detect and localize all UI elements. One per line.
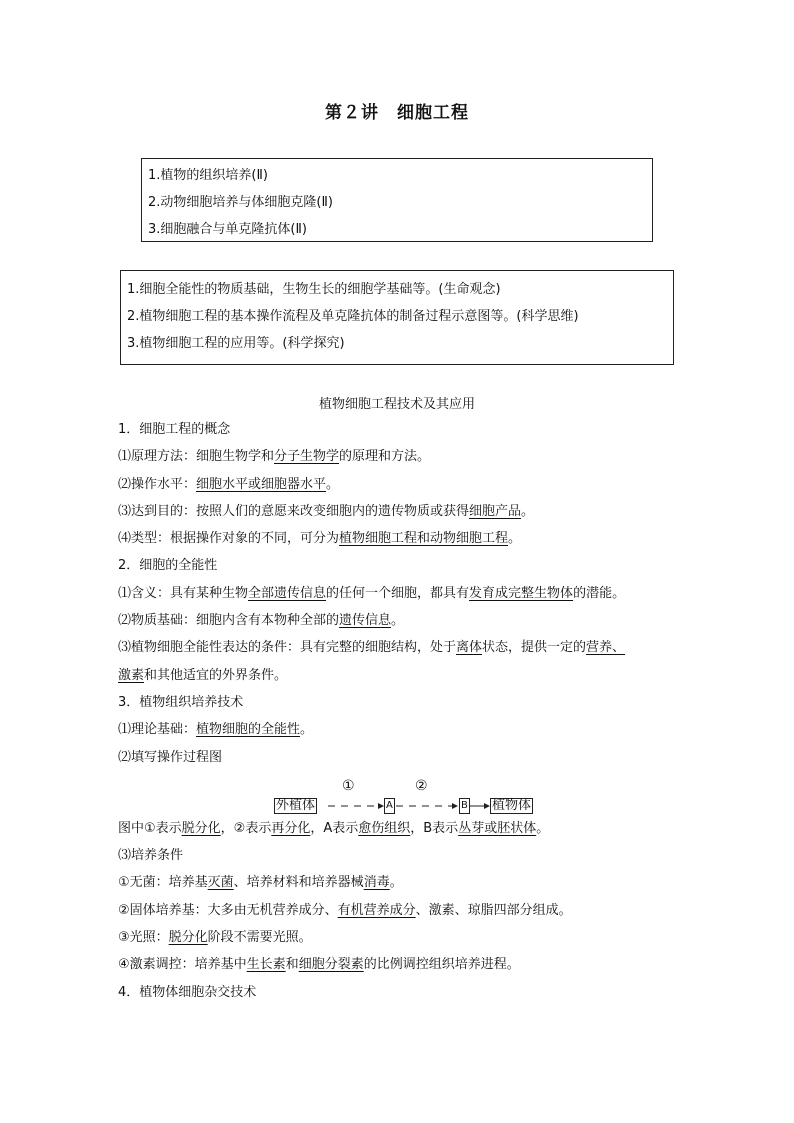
answer-blank: 植物细胞工程和动物细胞工程 bbox=[339, 531, 509, 547]
core-literacy-box bbox=[120, 270, 674, 365]
answer-blank: 生长素 bbox=[246, 957, 286, 973]
process-diagram bbox=[118, 771, 678, 815]
text: 阶段不需要光照。 bbox=[207, 930, 312, 946]
text: 的任何一个细胞，都具有 bbox=[326, 585, 470, 601]
answer-blank: 消毒 bbox=[363, 875, 390, 891]
literacy-item: 1.细胞全能性的物质基础，生物生长的细胞学基础等。(生命观念) bbox=[127, 282, 501, 297]
answer-blank: 发育成完整生物体 bbox=[469, 585, 574, 601]
text: 的原理和方法。 bbox=[339, 449, 431, 465]
text-line bbox=[118, 815, 678, 842]
text: 的比例调控组织培养进程。 bbox=[363, 957, 520, 973]
answer-blank: 分子生物学 bbox=[274, 449, 340, 465]
exam-requirements-box bbox=[141, 158, 653, 242]
answer-blank: 细胞水平或细胞器水平 bbox=[196, 476, 327, 492]
text: 状态，提供一定的 bbox=[482, 640, 587, 656]
literacy-item: 3.植物细胞工程的应用等。(科学探究) bbox=[127, 336, 345, 351]
answer-blank: 遗传信息 bbox=[339, 613, 392, 629]
node-plant: 植物体 bbox=[492, 797, 532, 813]
subsection-heading: 4．植物体细胞杂交技术 bbox=[118, 984, 257, 1000]
answer-blank: 再分化 bbox=[271, 820, 311, 836]
text: ②固体培养基：大多由无机营养成分、 bbox=[118, 902, 338, 918]
text: 和其他适宜的外界条件。 bbox=[144, 667, 288, 683]
answer-blank: 丛芽或胚状体 bbox=[458, 820, 537, 836]
text: 、培养材料和培养器械 bbox=[233, 875, 364, 891]
text: ⑴理论基础： bbox=[118, 722, 197, 738]
text: ⑴原理方法：细胞生物学和 bbox=[118, 449, 275, 465]
answer-blank: 愈伤组织 bbox=[358, 820, 411, 836]
text-line bbox=[118, 634, 678, 661]
text: 和 bbox=[285, 957, 299, 973]
subsection-heading: 3．植物组织培养技术 bbox=[118, 694, 244, 710]
text-line: ⑶培养条件 bbox=[118, 848, 184, 864]
text: ，B表示 bbox=[410, 820, 459, 836]
text-line bbox=[118, 498, 678, 525]
step-2-label: ② bbox=[415, 777, 428, 794]
subsection-heading: 2．细胞的全能性 bbox=[118, 558, 218, 574]
answer-blank: 有机营养成分 bbox=[337, 902, 416, 918]
flow-diagram bbox=[274, 777, 544, 813]
requirement-item: 1.植物的组织培养(Ⅱ) bbox=[148, 168, 268, 183]
answer-blank: 脱分化 bbox=[181, 820, 221, 836]
text-line bbox=[118, 443, 678, 470]
text: ⑵操作水平： bbox=[118, 476, 197, 492]
text: ①无菌：培养基 bbox=[118, 875, 208, 891]
text: 图中①表示 bbox=[118, 820, 182, 836]
answer-blank: 植物细胞的全能性 bbox=[196, 722, 301, 738]
text: ，②表示 bbox=[220, 820, 272, 836]
text: 、激素、琼脂四部分组成。 bbox=[415, 902, 572, 918]
text-line bbox=[118, 525, 678, 552]
section-heading: 植物细胞工程技术及其应用 bbox=[318, 397, 475, 412]
requirement-item: 2.动物细胞培养与体细胞克隆(Ⅱ) bbox=[148, 195, 333, 210]
text-line bbox=[118, 716, 678, 743]
answer-blank: 细胞分裂素 bbox=[298, 957, 364, 973]
text-line bbox=[118, 662, 678, 689]
answer-blank: 全部遗传信息 bbox=[248, 585, 327, 601]
text: ④激素调控：培养基中 bbox=[118, 957, 247, 973]
text: 。 bbox=[326, 476, 340, 492]
text-line bbox=[118, 951, 678, 978]
step-1-label: ① bbox=[342, 777, 355, 794]
arrow-head-icon bbox=[452, 803, 458, 809]
text-line bbox=[118, 471, 678, 498]
literacy-item: 2.植物细胞工程的基本操作流程及单克隆抗体的制备过程示意图等。(科学思维) bbox=[127, 309, 579, 324]
text-line bbox=[118, 924, 678, 951]
text-line bbox=[118, 580, 678, 607]
answer-blank: 激素 bbox=[118, 667, 145, 683]
text: 。 bbox=[508, 531, 522, 547]
text: 的潜能。 bbox=[573, 585, 626, 601]
text-line bbox=[118, 869, 678, 896]
node-b: B bbox=[459, 798, 470, 814]
text: ⑶植物细胞全能性表达的条件：具有完整的细胞结构，处于 bbox=[118, 640, 457, 656]
text: ③光照： bbox=[118, 930, 169, 946]
text: 。 bbox=[536, 820, 550, 836]
answer-blank: 细胞产品 bbox=[469, 503, 522, 519]
text: ⑷类型：根据操作对象的不同，可分为 bbox=[118, 531, 340, 547]
text-line bbox=[118, 897, 678, 924]
text-line: ⑵填写操作过程图 bbox=[118, 749, 223, 765]
text: ⑵物质基础：细胞内含有本物种全部的 bbox=[118, 613, 340, 629]
answer-blank: 脱分化 bbox=[168, 930, 208, 946]
text: 。 bbox=[391, 613, 405, 629]
subsection-heading: 1．细胞工程的概念 bbox=[118, 422, 231, 437]
answer-blank: 营养、 bbox=[586, 640, 626, 656]
main-content bbox=[118, 416, 678, 1006]
answer-blank: 离体 bbox=[456, 640, 483, 656]
text: ⑴含义：具有某种生物 bbox=[118, 585, 249, 601]
text-line bbox=[118, 607, 678, 634]
answer-blank: 灭菌 bbox=[207, 875, 234, 891]
text: ，A表示 bbox=[310, 820, 359, 836]
text: 。 bbox=[521, 503, 535, 519]
text: 。 bbox=[300, 722, 314, 738]
page-title: 第２讲 细胞工程 bbox=[325, 103, 469, 123]
node-explant: 外植体 bbox=[276, 797, 316, 813]
requirement-item: 3.细胞融合与单克隆抗体(Ⅱ) bbox=[148, 222, 307, 237]
text: ⑶达到目的：按照人们的意愿来改变细胞内的遗传物质或获得 bbox=[118, 503, 470, 519]
node-a: A bbox=[384, 798, 395, 814]
text: 。 bbox=[389, 875, 403, 891]
